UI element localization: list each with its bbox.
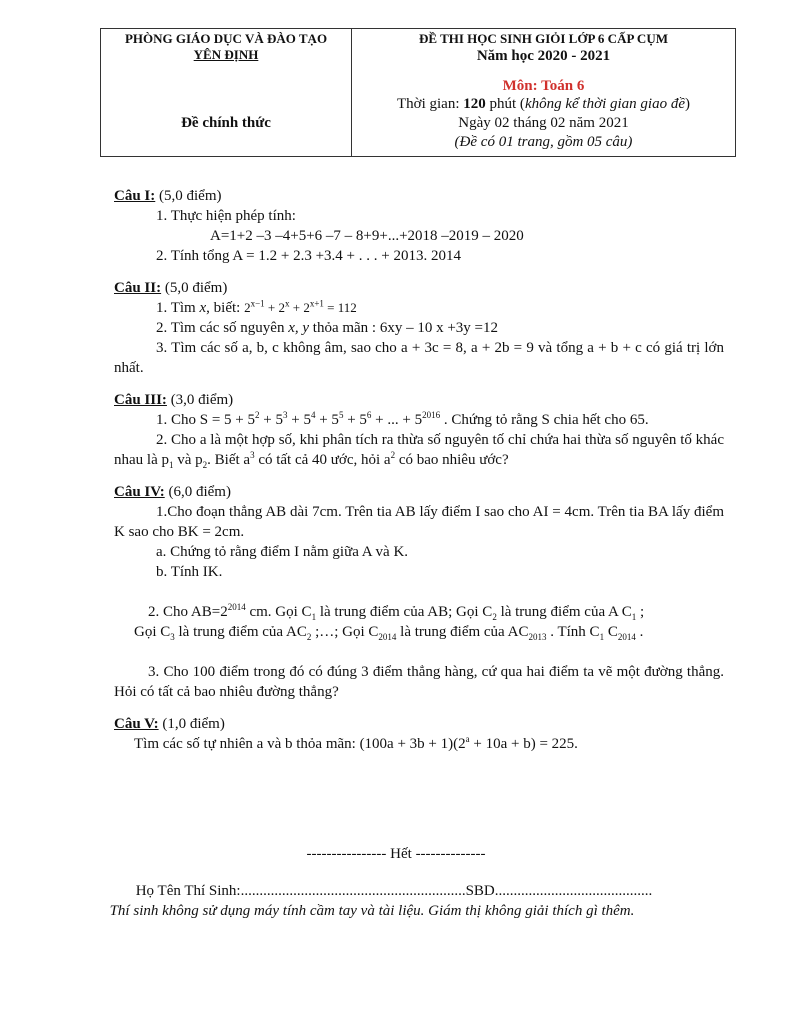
end-mark: ---------------- Hết --------------: [306, 846, 486, 862]
q3-part2: 2. Cho a là một hợp số, khi phân tích ra thừa số nguyên tố chỉ chứa hai thừa số nguyên tố khác nhau là $p_1$ và $p_2$. Biết $a^3$ có tất cả 40 ước, hỏi $a^2$ có bao nhiêu ước?: [114, 432, 724, 470]
exam-date: Ngày 02 tháng 02 năm 2021: [458, 115, 629, 131]
q4-part2-line2: Gọi $C_3$ là trung điểm của $AC_2$ ;…; Gọi $C_{2014}$ là trung điểm của $AC_{2013}$ . Tính $C_1$ $C_{2014}$ .: [134, 624, 644, 642]
subject-title: Môn: Toán 6: [502, 78, 585, 94]
question-2-heading: Câu II: (5,0 điểm): [114, 280, 228, 296]
spacer: [114, 642, 724, 662]
footer-note: Thí sinh không sử dụng máy tính cầm tay và tài liệu. Giám thị không giải thích gì thêm.: [109, 903, 635, 919]
q1-part2: 2. Tính tổng A = 1.2 + 2.3 +3.4 + . . . + 2013. 2014: [156, 248, 461, 264]
exam-title: ĐỀ THI HỌC SINH GIỎI LỚP 6 CẤP CỤM: [419, 31, 668, 46]
header-left-cell: [101, 29, 352, 157]
q5-part1: Tìm các số tự nhiên a và b thỏa mãn: $(100a + 3b + 1)(2^a + 10a + b) = 225$.: [134, 734, 578, 752]
question-4: [114, 482, 724, 702]
school-year: Năm học 2020 - 2021: [476, 48, 611, 64]
question-1-heading: Câu I: (5,0 điểm): [114, 188, 222, 204]
q1-expression: A=1+2 –3 –4+5+6 –7 – 8+9+...+2018 –2019 – 2020: [210, 228, 524, 244]
district-name: YÊN ĐỊNH: [193, 47, 259, 62]
department-name: PHÒNG GIÁO DỤC VÀ ĐÀO TẠO: [124, 31, 328, 46]
q4-part1: 1.Cho đoạn thẳng AB dài 7cm. Trên tia AB lấy điểm I sao cho AI = 4cm. Trên tia BA lấy điểm K sao cho BK = 2cm.: [114, 504, 724, 540]
q2-part2: 2. Tìm các số nguyên x, y thỏa mãn : 6xy – 10 x +3y =12: [156, 320, 499, 336]
pages-note: (Đề có 01 trang, gồm 05 câu): [454, 134, 633, 150]
question-5: [114, 714, 724, 754]
q2-part1: 1. Tìm x, biết: $2^{x-1} + 2^x + 2^{x+1} = 112$: [156, 298, 357, 316]
question-1: [114, 186, 724, 266]
q1-part1: 1. Thực hiện phép tính:: [156, 208, 296, 224]
q4-part1a: a. Chứng tỏ rằng điểm I nằm giữa A và K.: [156, 544, 409, 560]
header-right-cell: [352, 29, 736, 157]
header-table: [100, 28, 736, 157]
q3-part1: 1. Cho $S = 5 + 5^2 + 5^3 + 5^4 + 5^5 + 5^6$ + ... + $5^{2016}$ . Chứng tỏ rằng S chia hết cho 65.: [156, 410, 649, 428]
q2-part3: 3. Tìm các số a, b, c không âm, sao cho a + 3c = 8, a + 2b = 9 và tổng a + b + c có giá trị lớn nhất.: [114, 340, 724, 376]
q4-part1b: b. Tính IK.: [156, 564, 223, 580]
q4-part3: 3. Cho 100 điểm trong đó có đúng 3 điểm thẳng hàng, cứ qua hai điểm ta vẽ một đường thẳng. Hỏi có tất cả bao nhiêu đường thẳng?: [114, 664, 724, 700]
q4-part2-line1: 2. Cho $AB=2^{2014}$ cm. Gọi $C_1$ là trung điểm của AB; Gọi $C_2$ là trung điểm của A $C_1$ ;: [148, 602, 645, 622]
official-label: Đề chính thức: [181, 115, 271, 131]
question-5-heading: Câu V: (1,0 điểm): [114, 716, 225, 732]
time-line: Thời gian: 120 phút (không kể thời gian giao đề): [397, 96, 690, 112]
question-2: [114, 278, 724, 378]
question-3-heading: Câu III: (3,0 điểm): [114, 392, 234, 408]
question-3: [114, 390, 724, 470]
exam-content: [114, 186, 724, 754]
candidate-info-line: Họ Tên Thí Sinh:............................................................SBD..........................................: [135, 883, 653, 899]
question-4-heading: Câu IV: (6,0 điểm): [114, 484, 231, 500]
spacer: [114, 582, 724, 602]
